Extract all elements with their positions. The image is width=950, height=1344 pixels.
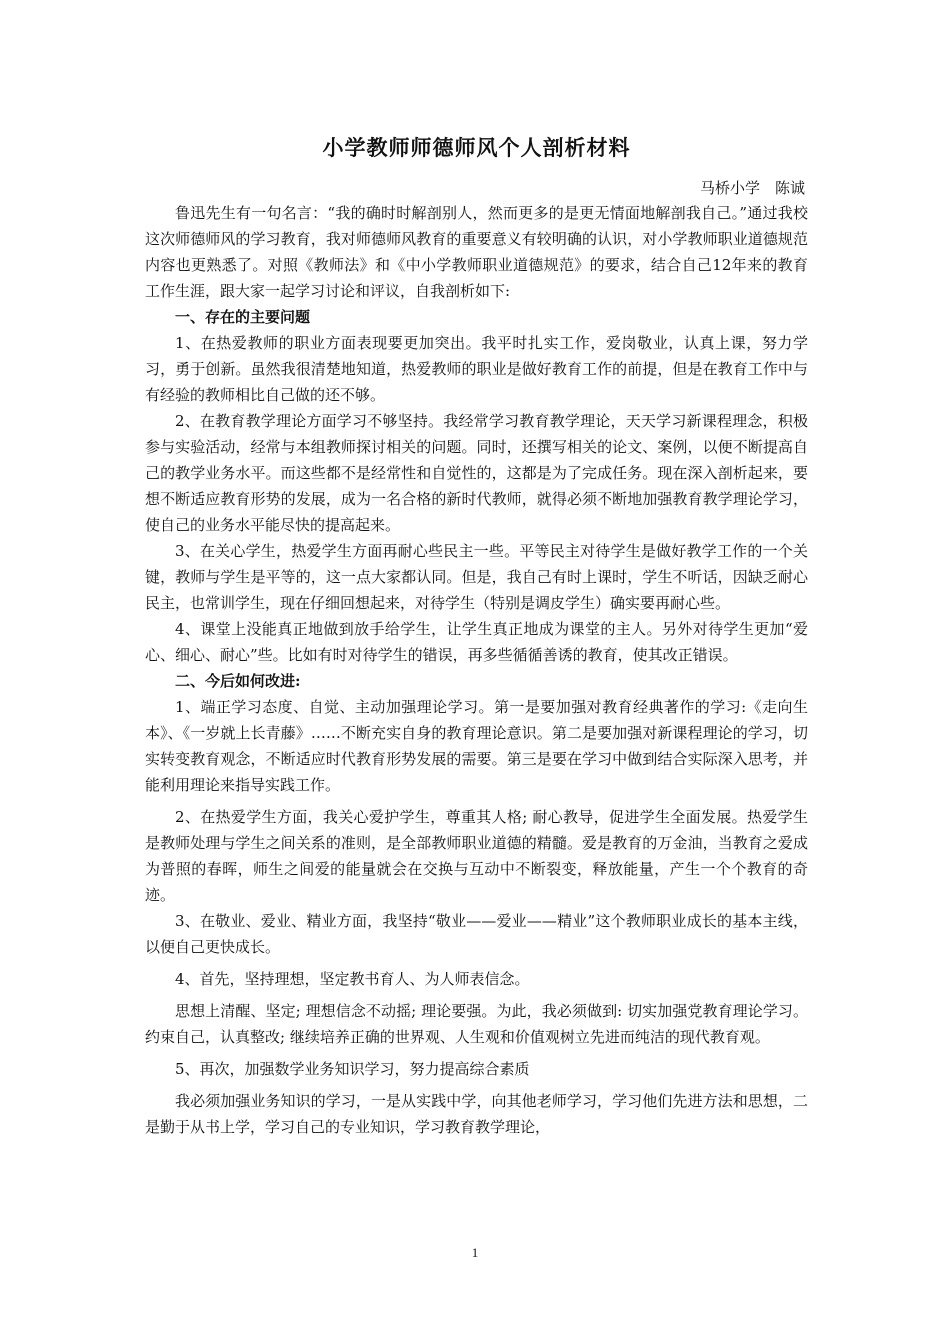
improvement-paragraph-2: 2、在热爱学生方面，我关心爱护学生，尊重其人格; 耐心教导，促进学生全面发展。热爱学生是教师处理与学生之间关系的准则，是全部教师职业道德的精髓。爱是教育的万金油，当教育之爱成为普照的春晖，师生之间爱的能量就会在交换与互动中不断裂变，释放能量，产生一个个教育的奇迹。 bbox=[145, 808, 808, 904]
section-heading-improvements: 二、今后如何改进: bbox=[175, 672, 301, 690]
improvement-paragraph-4: 4、首先，坚持理想，坚定教书育人、为人师表信念。 bbox=[175, 970, 530, 988]
problem-paragraph-4: 4、课堂上没能真正地做到放手给学生，让学生真正地成为课堂的主人。另外对待学生更加“爱心、细心、耐心”些。比如有时对待学生的错误，再多些循循善诱的教育，使其改正错误。 bbox=[145, 620, 808, 664]
document-page bbox=[145, 128, 808, 1140]
improvement-paragraph-5: 思想上清醒、坚定; 理想信念不动摇; 理论要强。为此，我必须做到: 切实加强党教育理论学习。约束自己，认真整改; 继续培养正确的世界观、人生观和价值观树立先进而纯洁的现代教育观。 bbox=[145, 1002, 808, 1046]
problem-paragraph-3: 3、在关心学生，热爱学生方面再耐心些民主一些。平等民主对待学生是做好教学工作的一个关键，教师与学生是平等的，这一点大家都认同。但是，我自己有时上课时，学生不听话，因缺乏耐心民主，也常训学生，现在仔细回想起来，对待学生（特别是调皮学生）确实要再耐心些。 bbox=[145, 542, 808, 612]
page-number: 1 bbox=[471, 1245, 479, 1260]
intro-paragraph: 鲁迅先生有一句名言：“我的确时时解剖别人，然而更多的是更无情面地解剖我自己。”通过我校这次师德师风的学习教育，我对师德师风教育的重要意义有较明确的认识，对小学教师职业道德规范内容也更熟悉了。对照《教师法》和《中小学教师职业道德规范》的要求，结合自己12年来的教育工作生涯，跟大家一起学习讨论和评议，自我剖析如下: bbox=[145, 204, 808, 300]
improvement-paragraph-1: 1、端正学习态度、自觉、主动加强理论学习。第一是要加强对教育经典著作的学习:《走向生本》、《一岁就上长青藤》……不断充实自身的教育理论意识。第二是要加强对新课程理论的学习，切实转变教育观念，不断适应时代教育形势发展的需要。第三是要在学习中做到结合实际深入思考，并能利用理论来指导实践工作。 bbox=[145, 698, 808, 794]
problem-paragraph-1: 1、在热爱教师的职业方面表现要更加突出。我平时扎实工作，爱岗敬业，认真上课，努力学习，勇于创新。虽然我很清楚地知道，热爱教师的职业是做好教育工作的前提，但是在教育工作中与有经验的教师相比自己做的还不够。 bbox=[145, 334, 808, 404]
improvement-paragraph-6: 5、再次，加强数学业务知识学习，努力提高综合素质 bbox=[175, 1060, 530, 1078]
document-title: 小学教师师德师风个人剖析材料 bbox=[322, 136, 631, 160]
improvement-paragraph-3: 3、在敬业、爱业、精业方面，我坚持“敬业——爱业——精业”这个教师职业成长的基本主线，以便自己更快成长。 bbox=[145, 912, 808, 956]
section-heading-problems: 一、存在的主要问题 bbox=[175, 308, 311, 326]
author-line: 马桥小学 陈诚 bbox=[699, 179, 805, 197]
problem-paragraph-2: 2、在教育教学理论方面学习不够坚持。我经常学习教育教学理论，天天学习新课程理念，积极参与实验活动，经常与本组教师探讨相关的问题。同时，还撰写相关的论文、案例，以便不断提高自己的教学业务水平。而这些都不是经常性和自觉性的，这都是为了完成任务。现在深入剖析起来，要想不断适应教育形势的发展，成为一名合格的新时代教师，就得必须不断地加强教育教学理论学习，使自己的业务水平能尽快的提高起来。 bbox=[145, 412, 808, 534]
improvement-paragraph-7: 我必须加强业务知识的学习，一是从实践中学，向其他老师学习，学习他们先进方法和思想，二是勤于从书上学，学习自己的专业知识，学习教育教学理论， bbox=[145, 1092, 808, 1136]
